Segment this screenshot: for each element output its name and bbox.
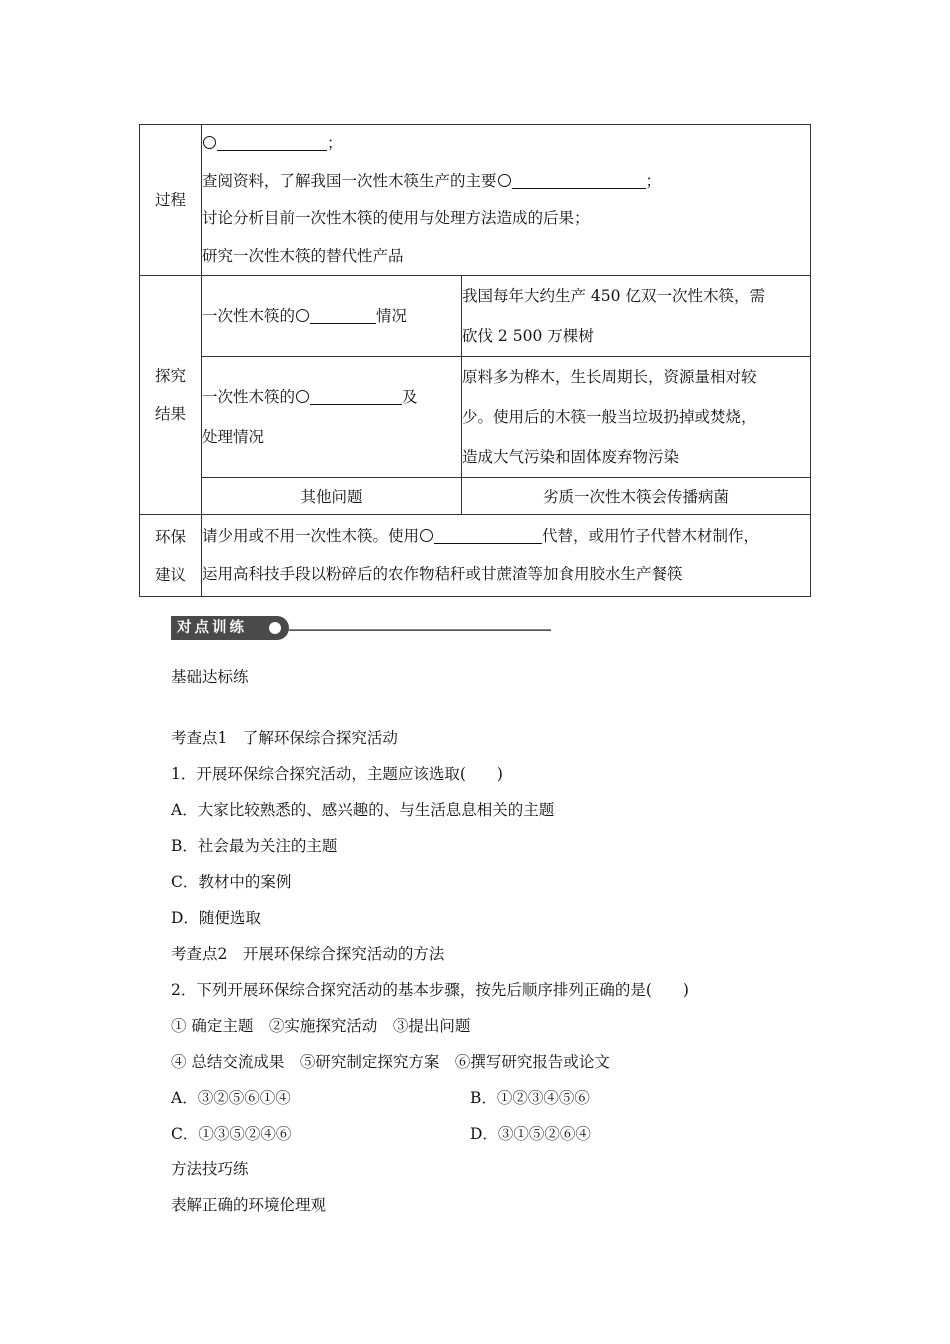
result-label: 探究 结果 bbox=[140, 276, 202, 515]
bullet-dot-icon bbox=[269, 622, 281, 634]
advice-label: 环保 建议 bbox=[140, 515, 202, 597]
result-row3-right: 劣质一次性木筷会传播病菌 bbox=[462, 478, 811, 515]
result-row2-right: 原料多为桦木，生长周期长，资源量相对较 少。使用后的木筷一般当垃圾扔掉或焚烧， 造成大气污染和固体废弃物污染 bbox=[462, 357, 811, 478]
q1-option-d[interactable]: D．随便选取 bbox=[171, 909, 261, 927]
kp1-heading: 考查点1 了解环保综合探究活动 bbox=[171, 729, 398, 747]
result-row1-right: 我国每年大约生产 450 亿双一次性木筷，需 砍伐 2 500 万棵树 bbox=[462, 276, 811, 357]
kp2-heading: 考查点2 开展环保综合探究活动的方法 bbox=[171, 945, 445, 963]
process-label: 过程 bbox=[140, 125, 202, 276]
q2-option-b[interactable]: B．①②③④⑤⑥ bbox=[470, 1089, 590, 1107]
fill-blank[interactable] bbox=[310, 390, 402, 405]
q1-option-a[interactable]: A．大家比较熟悉的、感兴趣的、与生活息息相关的主题 bbox=[171, 801, 555, 819]
method-practice-heading: 方法技巧练 bbox=[171, 1160, 249, 1178]
advice-content: 请少用或不用一次性木筷。使用 代替，或用竹子代替木材制作， 运用高科技手段以粉碎后的农作物秸秆或甘蔗渣等加食用胶水生产餐筷 bbox=[202, 515, 811, 597]
process-line-4: 研究一次性木筷的替代性产品 bbox=[202, 246, 404, 265]
result-row3-left: 其他问题 bbox=[202, 478, 462, 515]
q2-steps-line-1: ① 确定主题 ②实施探究活动 ③提出问题 bbox=[171, 1017, 471, 1035]
header-divider bbox=[289, 629, 551, 631]
inquiry-table bbox=[139, 124, 811, 597]
fill-blank[interactable] bbox=[434, 529, 542, 544]
circle-marker-icon bbox=[203, 136, 216, 149]
q2-option-c[interactable]: C．①③⑤②④⑥ bbox=[171, 1125, 292, 1143]
question-2: 2．下列开展环保综合探究活动的基本步骤，按先后顺序排列正确的是( ) bbox=[171, 981, 689, 999]
circle-marker-icon bbox=[296, 390, 309, 403]
circle-marker-icon bbox=[420, 529, 433, 542]
fill-blank[interactable] bbox=[310, 309, 376, 324]
fill-blank[interactable] bbox=[512, 174, 646, 189]
basic-practice-heading: 基础达标练 bbox=[171, 668, 249, 686]
process-line-2: 查阅资料，了解我国一次性木筷生产的主要 ； bbox=[202, 171, 662, 190]
question-1: 1．开展环保综合探究活动，主题应该选取( ) bbox=[171, 765, 503, 783]
q2-option-d[interactable]: D．③①⑤②⑥④ bbox=[470, 1125, 591, 1143]
result-row2-left: 一次性木筷的 及 处理情况 bbox=[202, 357, 462, 478]
circle-marker-icon bbox=[296, 309, 309, 322]
section-header-bar bbox=[171, 616, 551, 642]
q1-option-b[interactable]: B．社会最为关注的主题 bbox=[171, 837, 338, 855]
process-content bbox=[202, 125, 811, 276]
q2-steps-line-2: ④ 总结交流成果 ⑤研究制定探究方案 ⑥撰写研究报告或论文 bbox=[171, 1053, 610, 1071]
topic-heading: 表解正确的环境伦理观 bbox=[171, 1196, 327, 1214]
circle-marker-icon bbox=[498, 174, 511, 187]
q2-option-a[interactable]: A．③②⑤⑥①④ bbox=[171, 1089, 291, 1107]
process-line-1: ； bbox=[202, 125, 810, 163]
section-header-title: 对点训练 bbox=[171, 616, 289, 640]
fill-blank[interactable] bbox=[217, 136, 327, 151]
result-row1-left: 一次性木筷的 情况 bbox=[202, 276, 462, 357]
process-line-3: 讨论分析目前一次性木筷的使用与处理方法造成的后果； bbox=[202, 209, 590, 227]
q1-option-c[interactable]: C．教材中的案例 bbox=[171, 873, 292, 891]
